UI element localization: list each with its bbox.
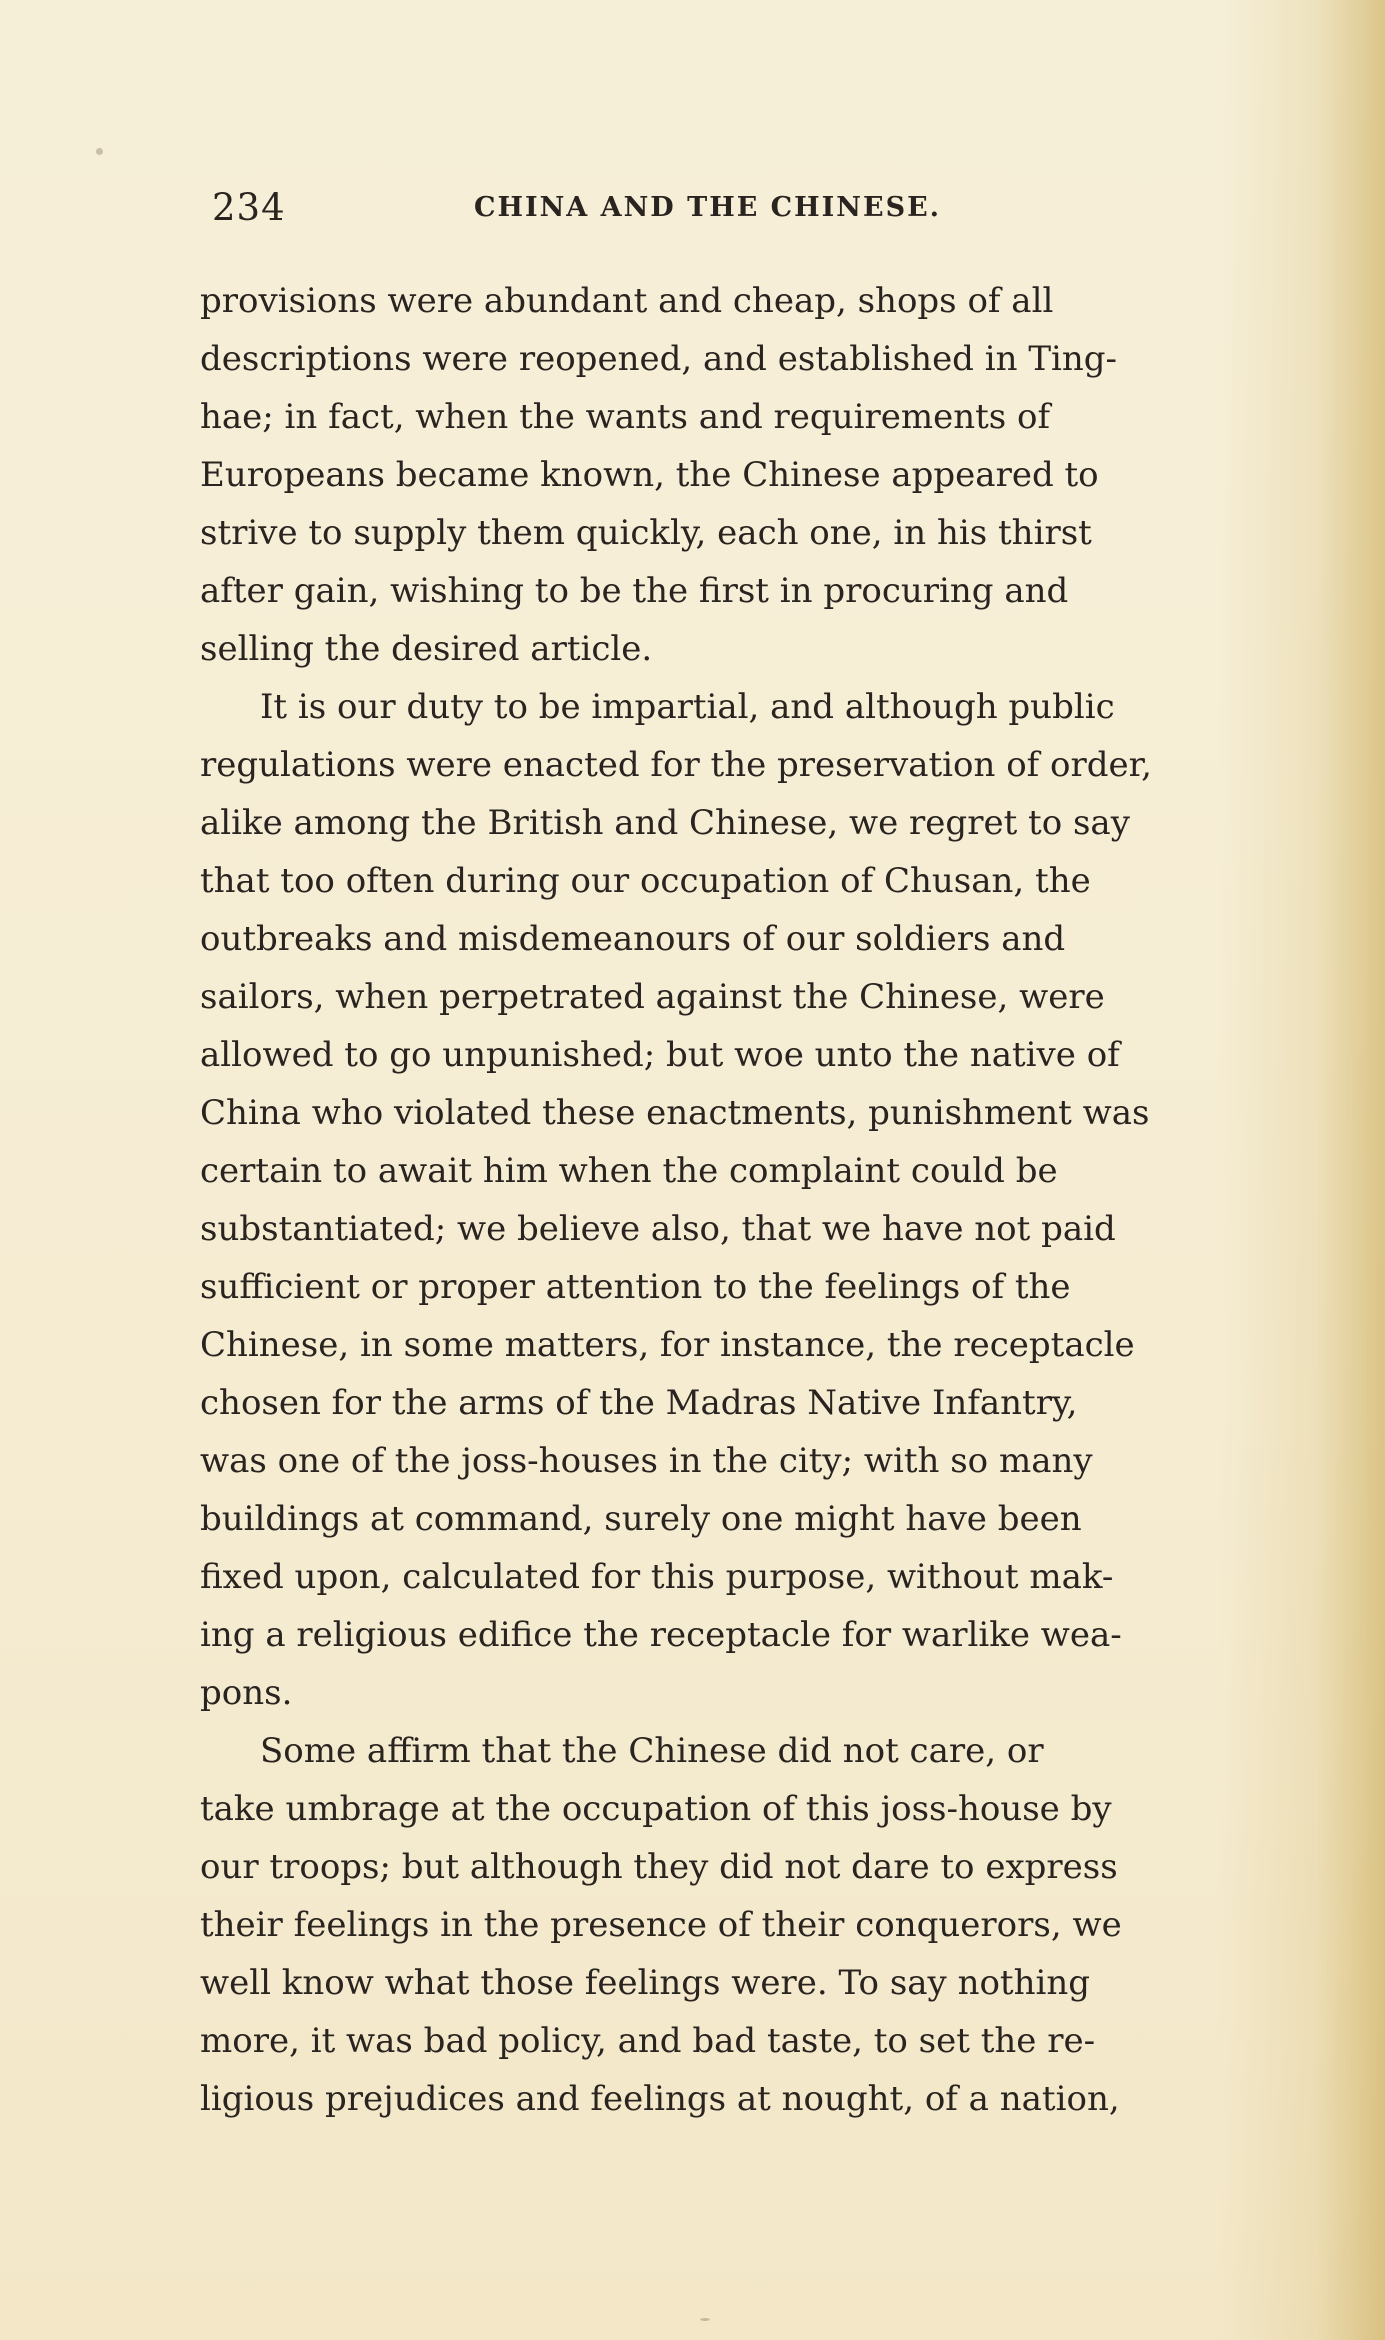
text-line: selling the desired article. <box>200 629 653 669</box>
text-line: descriptions were reopened, and established in Ting- <box>200 339 1118 379</box>
text-line: regulations were enacted for the preservation of order, <box>200 745 1152 785</box>
text-line: pons. <box>200 1673 293 1713</box>
text-line: well know what those feelings were. To say nothing <box>200 1963 1091 2003</box>
text-line: sailors, when perpetrated against the Chinese, were <box>200 977 1105 1017</box>
text-line: substantiated; we believe also, that we have not paid <box>200 1209 1116 1249</box>
text-line: our troops; but although they did not dare to express <box>200 1847 1118 1887</box>
text-line: buildings at command, surely one might have been <box>200 1499 1082 1539</box>
paper-speck <box>96 148 103 155</box>
text-line: alike among the British and Chinese, we regret to say <box>200 803 1130 843</box>
body-text <box>200 272 1310 2128</box>
paper-speck <box>700 2318 710 2321</box>
text-line: sufficient or proper attention to the feelings of the <box>200 1267 1071 1307</box>
text-line: allowed to go unpunished; but woe unto the native of <box>200 1035 1120 1075</box>
text-line: was one of the joss-houses in the city; with so many <box>200 1441 1093 1481</box>
text-line: hae; in fact, when the wants and requirements of <box>200 397 1051 437</box>
text-line: China who violated these enactments, punishment was <box>200 1093 1150 1133</box>
text-line: fixed upon, calculated for this purpose, without mak- <box>200 1557 1114 1597</box>
running-title: CHINA AND THE CHINESE. <box>474 192 942 223</box>
text-line: chosen for the arms of the Madras Native Infantry, <box>200 1383 1078 1423</box>
text-line: more, it was bad policy, and bad taste, to set the re- <box>200 2021 1096 2061</box>
text-line: ligious prejudices and feelings at nought, of a nation, <box>200 2079 1120 2119</box>
text-line: strive to supply them quickly, each one, in his thirst <box>200 513 1092 553</box>
paragraph-start-line: Some affirm that the Chinese did not care, or <box>260 1731 1044 1771</box>
text-line: after gain, wishing to be the first in procuring and <box>200 571 1069 611</box>
text-line: provisions were abundant and cheap, shops of all <box>200 281 1054 321</box>
text-line: outbreaks and misdemeanours of our soldiers and <box>200 919 1066 959</box>
text-line: Europeans became known, the Chinese appeared to <box>200 455 1099 495</box>
text-line: their feelings in the presence of their conquerors, we <box>200 1905 1122 1945</box>
page-header <box>212 178 1040 238</box>
text-line: ing a religious edifice the receptacle for warlike wea- <box>200 1615 1122 1655</box>
text-line: take umbrage at the occupation of this joss-house by <box>200 1789 1112 1829</box>
text-line: certain to await him when the complaint could be <box>200 1151 1058 1191</box>
paragraph-start-line: It is our duty to be impartial, and although public <box>260 687 1115 727</box>
text-line: Chinese, in some matters, for instance, the receptacle <box>200 1325 1135 1365</box>
text-line: that too often during our occupation of Chusan, the <box>200 861 1091 901</box>
page-number: 234 <box>212 186 286 229</box>
